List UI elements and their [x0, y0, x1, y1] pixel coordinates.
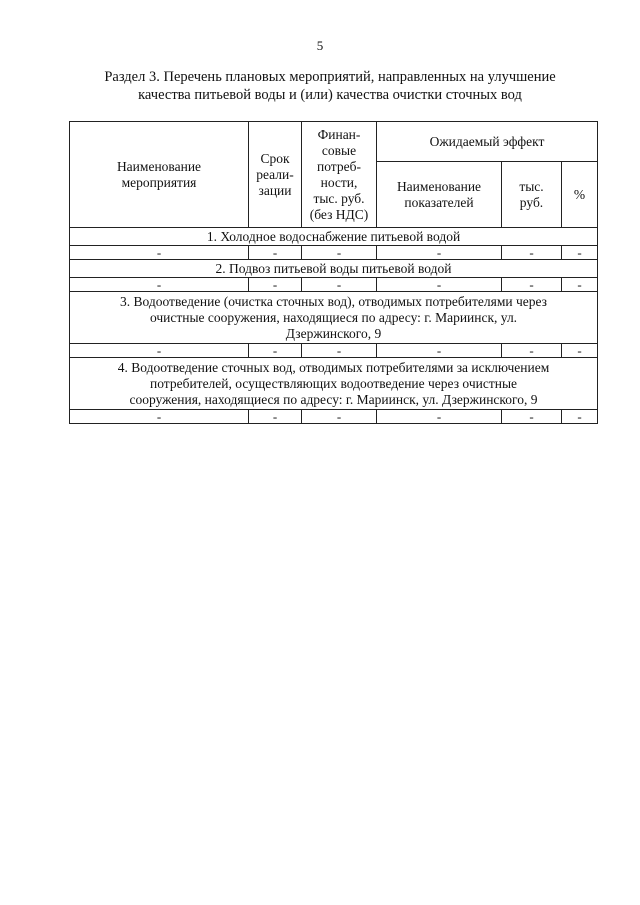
table-cell: -	[562, 344, 598, 358]
table-cell: -	[377, 410, 502, 424]
table-cell: -	[562, 410, 598, 424]
header-effect: Ожидаемый эффект	[377, 122, 598, 162]
section-title-line: качества питьевой воды и (или) качества очистки сточных вод	[138, 87, 522, 103]
table-cell: -	[302, 344, 377, 358]
table-cell: -	[249, 344, 302, 358]
table-cell: -	[502, 410, 562, 424]
section-line: сооружения, находящиеся по адресу: г. Мариинск, ул. Дзержинского, 9	[129, 392, 538, 407]
section-line: 4. Водоотведение сточных вод, отводимых потребителями за исключением	[117, 360, 550, 375]
table-row	[70, 246, 598, 260]
table-cell: -	[70, 344, 249, 358]
table-cell: -	[249, 246, 302, 260]
table-cell: -	[562, 246, 598, 260]
section-title	[70, 68, 590, 104]
section-line: 3. Водоотведение (очистка сточных вод), отводимых потребителями через	[120, 294, 547, 309]
header-name: Наименование мероприятия	[70, 122, 249, 228]
table-cell: -	[249, 278, 302, 292]
section-row: 2. Подвоз питьевой воды питьевой водой	[70, 260, 598, 278]
header-thousand-rub: тыс. руб.	[502, 162, 562, 228]
table-cell: -	[70, 410, 249, 424]
table-cell: -	[502, 246, 562, 260]
section-row: 1. Холодное водоснабжение питьевой водой	[70, 228, 598, 246]
table-cell: -	[70, 246, 249, 260]
header-percent: %	[562, 162, 598, 228]
table-row	[70, 278, 598, 292]
header-finance: Финан- совые потреб- ности, тыс. руб. (без НДС)	[302, 122, 377, 228]
table-cell: -	[562, 278, 598, 292]
section-line: потребителей, осуществляющих водоотведение через очистные	[149, 376, 518, 391]
table-cell: -	[377, 246, 502, 260]
section-row	[70, 292, 598, 344]
section-line: очистные сооружения, находящиеся по адресу: г. Мариинск, ул.	[149, 310, 518, 325]
table-cell: -	[502, 278, 562, 292]
table-cell: -	[70, 278, 249, 292]
header-indicator: Наименование показателей	[377, 162, 502, 228]
table-cell: -	[377, 344, 502, 358]
section-title-line: Раздел 3. Перечень плановых мероприятий, направленных на улучшение	[104, 69, 556, 85]
page-number: 5	[316, 38, 324, 53]
table-cell: -	[302, 246, 377, 260]
table-cell: -	[377, 278, 502, 292]
plan-table	[69, 121, 598, 424]
header-term: Срок реали- зации	[249, 122, 302, 228]
table-row	[70, 410, 598, 424]
table-cell: -	[249, 410, 302, 424]
table-cell: -	[302, 278, 377, 292]
table-row	[70, 344, 598, 358]
section-row	[70, 358, 598, 410]
section-line: Дзержинского, 9	[285, 326, 382, 341]
table-cell: -	[502, 344, 562, 358]
table-cell: -	[302, 410, 377, 424]
